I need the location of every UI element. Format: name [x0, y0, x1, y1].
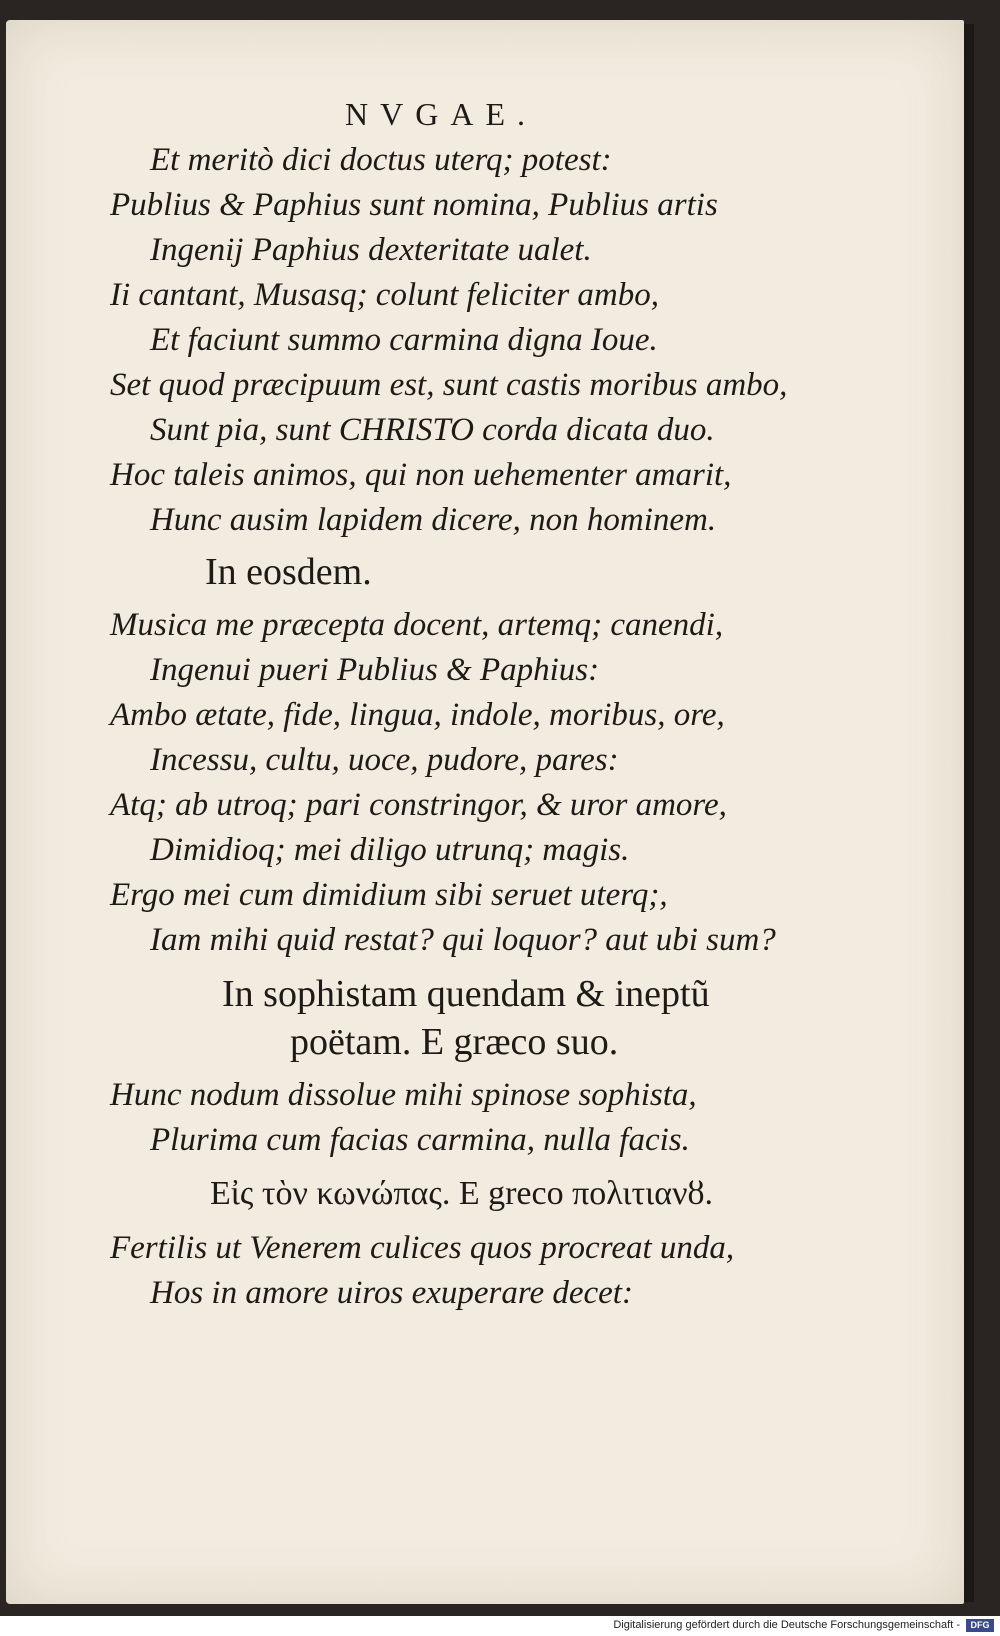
verse-line: Hunc ausim lapidem dicere, non hominem. — [150, 502, 717, 538]
verse-line: Atq; ab utroq; pari constringor, & uror amore, — [110, 787, 727, 823]
section-heading: In eosdem. — [205, 551, 372, 593]
section-heading: Εἰς τὸν κωνώπας. E greco πολιτιανȣ. — [210, 1175, 713, 1212]
verse-line: Ii cantant, Musasq; colunt feliciter ambo, — [110, 277, 659, 313]
verse-line: Hoc taleis animos, qui non uehementer amarit, — [110, 457, 732, 493]
dfg-logo: DFG — [966, 1619, 994, 1632]
verse-line: Hunc nodum dissolue mihi spinose sophista, — [110, 1077, 697, 1113]
page-edge — [964, 24, 974, 1602]
verse-line: Musica me præcepta docent, artemq; canendi, — [110, 607, 724, 643]
verse-line: Dimidioq; mei diligo utrunq; magis. — [150, 832, 630, 868]
verse-line: Fertilis ut Venerem culices quos procreat unda, — [110, 1230, 735, 1266]
running-header: NVGAE. — [345, 96, 537, 132]
verse-line: Sunt pia, sunt CHRISTO corda dicata duo. — [150, 412, 715, 448]
verse-line: Ingenui pueri Publius & Paphius: — [150, 652, 600, 688]
verse-line: Publius & Paphius sunt nomina, Publius artis — [110, 187, 718, 223]
section-heading: In sophistam quendam & ineptũ — [222, 973, 710, 1015]
verse-line: Ingenij Paphius dexteritate ualet. — [150, 232, 592, 268]
verse-line: Hos in amore uiros exuperare decet: — [150, 1275, 633, 1311]
verse-line: Iam mihi quid restat? qui loquor? aut ubi sum? — [150, 922, 776, 958]
section-heading: poëtam. E græco suo. — [290, 1021, 619, 1063]
verse-line: Ambo ætate, fide, lingua, indole, moribus, ore, — [110, 697, 725, 733]
verse-line: Et meritò dici doctus uterq; potest: — [150, 142, 612, 178]
verse-line: Incessu, cultu, uoce, pudore, pares: — [150, 742, 619, 778]
funding-credit: Digitalisierung gefördert durch die Deutsche Forschungsgemeinschaft - — [613, 1619, 960, 1631]
verse-line: Plurima cum facias carmina, nulla facis. — [150, 1122, 690, 1158]
verse-line: Ergo mei cum dimidium sibi seruet uterq;, — [110, 877, 668, 913]
verse-line: Set quod præcipuum est, sunt castis moribus ambo, — [110, 367, 788, 403]
verse-line: Et faciunt summo carmina digna Ioue. — [150, 322, 658, 358]
